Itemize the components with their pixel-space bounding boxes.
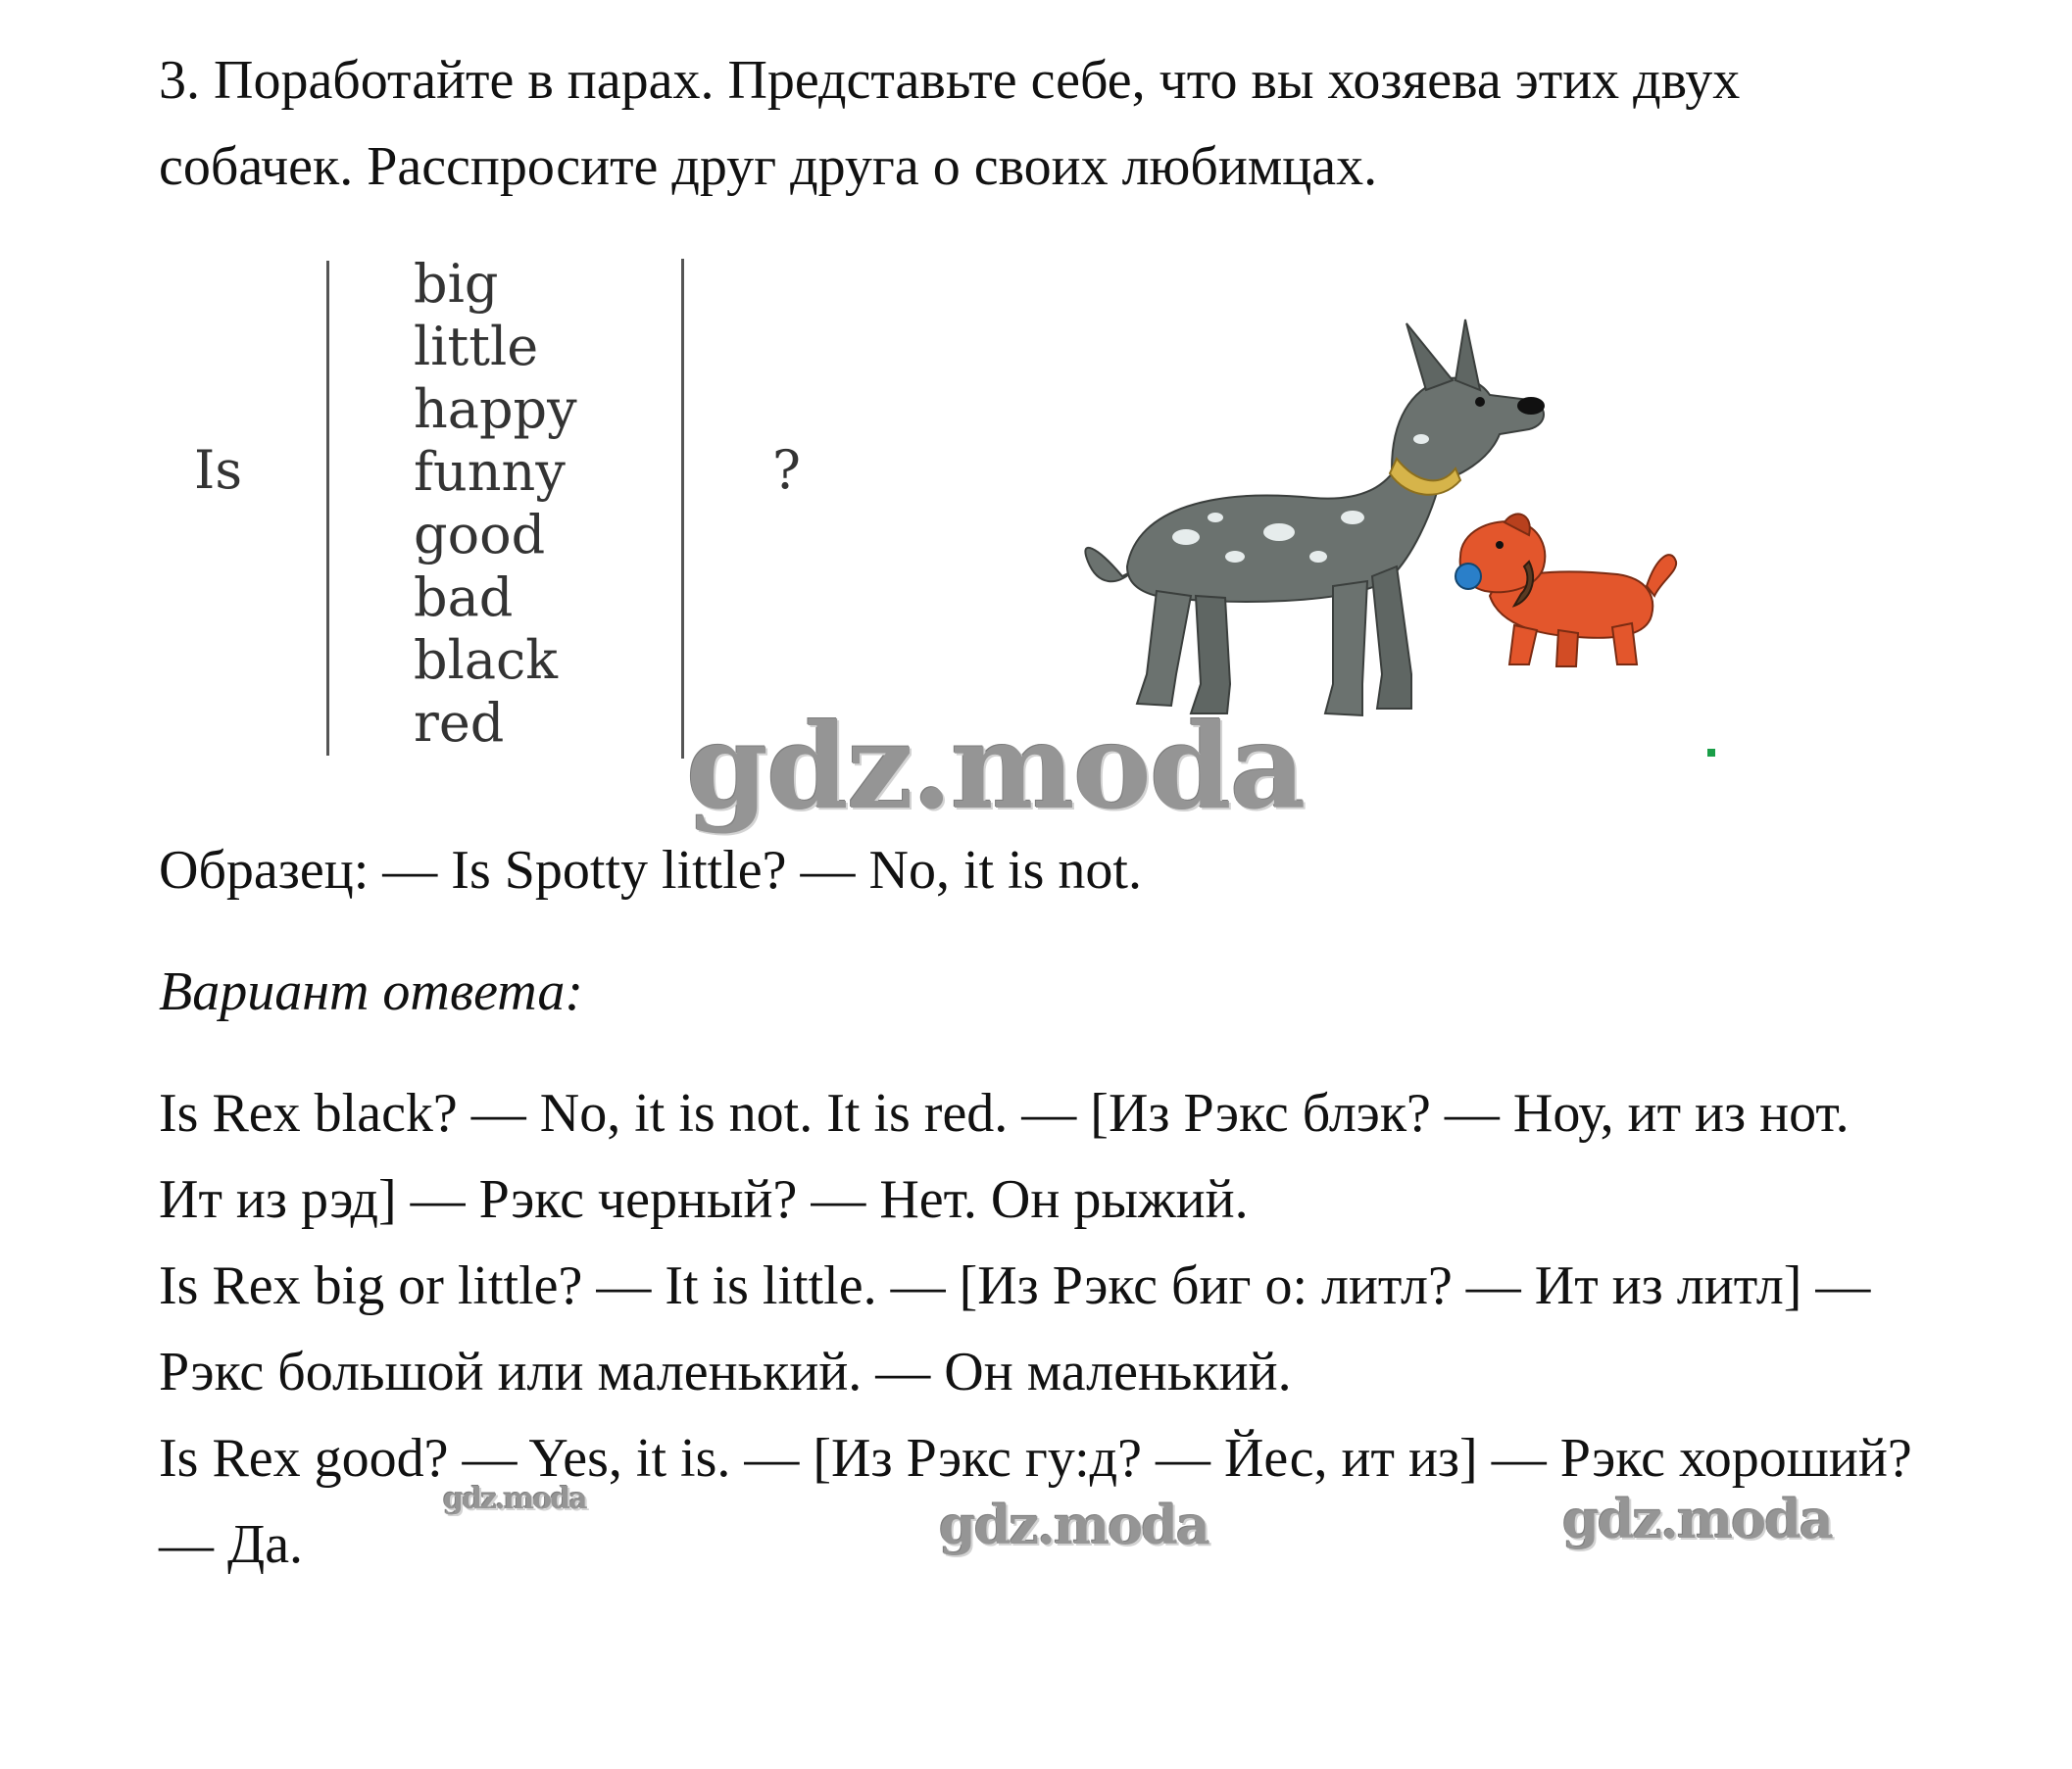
answer-paragraph: Is Rex black? — No, it is not. It is red. — [Из Рэкс блэк? — Ноу, ит из нот. Ит из рэд] — Рэкс черный? — Нет. Он рыжий.: [159, 1083, 1850, 1230]
right-divider: [681, 259, 684, 759]
adjective-item: little: [414, 316, 539, 377]
variant-heading: Вариант ответа:: [159, 961, 584, 1022]
adjective-item: big: [414, 253, 499, 315]
watermark-small: gdz.moda: [443, 1482, 586, 1516]
small-dog-illustration: [1455, 514, 1676, 666]
adjective-item: bad: [414, 566, 514, 628]
adjective-item: red: [414, 692, 505, 754]
big-dog-illustration: [1085, 319, 1545, 715]
adjective-item: happy: [414, 378, 577, 440]
adjective-list: [414, 253, 577, 755]
is-word: Is: [194, 439, 243, 501]
left-divider: [326, 261, 329, 756]
watermark-bottom-right: gdz.moda: [1562, 1488, 1832, 1550]
green-dot: [1707, 749, 1715, 757]
task-text: 3. Поработайте в парах. Представьте себе, что вы хозяева этих двух собачек. Расспросите друг друга о своих любимцах.: [159, 50, 1741, 197]
question-mark: ?: [772, 439, 801, 501]
answer-paragraph: Is Rex good? — Yes, it is. — [Из Рэкс гу:д? — Йес, ит из] — Рэкс хороший? — Да.: [159, 1428, 1912, 1575]
watermark-bottom-center: gdz.moda: [939, 1494, 1209, 1556]
adjective-item: good: [414, 504, 546, 565]
sample-line: Образец: — Is Spotty little? — No, it is not.: [159, 840, 1142, 901]
answer-paragraph: Is Rex big or little? — It is little. — [Из Рэкс биг о: литл? — Ит из литл] — Рэкс большой или маленький. — Он маленький.: [159, 1255, 1871, 1402]
adjective-item: black: [414, 629, 558, 691]
watermark-main: gdz.moda: [686, 698, 1305, 836]
adjective-table: [157, 253, 843, 762]
adjective-item: funny: [414, 441, 566, 503]
dogs-illustration: [1068, 312, 1715, 762]
